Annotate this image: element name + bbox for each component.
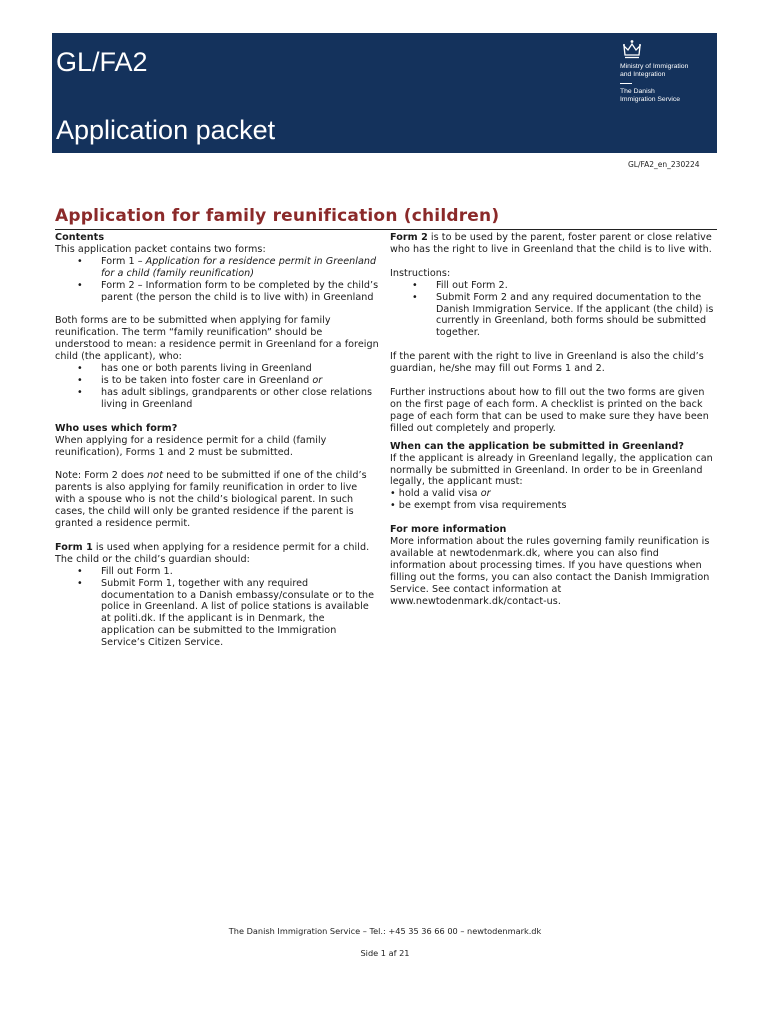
visa-item: [390, 488, 717, 500]
list-item: [55, 256, 380, 280]
list-item: • has adult siblings, grandparents or other close relations living in Greenland: [55, 387, 380, 411]
criteria-list: [55, 363, 380, 411]
list-item: [55, 375, 380, 387]
crit2-text: is to be taken into foster care in Greenland: [101, 374, 313, 386]
list-item: • Submit Form 2 and any required documentation to the Danish Immigration Service. If the applicant (the child) is currently in Greenland, both forms should be submitted together.: [390, 292, 717, 340]
note-not: not: [147, 470, 164, 482]
heading-rule: [55, 229, 717, 230]
forms-list: [55, 256, 380, 304]
note-text: [55, 470, 380, 530]
more-heading: For more information: [390, 524, 507, 536]
note-end: need to be submitted if one of the child’s parents is also applying for family reunification in order to live with a spouse who is not the child’s biological parent. In such cases, the child will only be granted residence if the parent is granted a residence permit.: [55, 470, 367, 530]
form1-label: Form 1: [55, 541, 93, 553]
when-heading: When can the application be submitted in Greenland?: [390, 440, 685, 452]
left-column: [55, 232, 380, 649]
who-heading: Who uses which form?: [55, 422, 178, 434]
footer-contact: The Danish Immigration Service – Tel.: +45 35 36 66 00 – newtodenmark.dk: [228, 926, 542, 936]
note-start: Note: Form 2 does: [55, 470, 148, 482]
visa1-or: or: [480, 488, 491, 500]
logo-line4: Immigration Service: [620, 96, 681, 103]
guardian-text: If the parent with the right to live in Greenland is also the child’s guardian, he/she may fill out Forms 1 and 2.: [390, 351, 704, 375]
packet-title: Application packet: [56, 115, 276, 145]
more-text: More information about the rules governing family reunification is available at newtodenmark.dk, where you can also find information about processing times. If you have questions when filling out the forms, you can also contact the Danish Immigration Service. See contact information at www.newtodenmark.dk/contact-us.: [390, 536, 710, 607]
list-item: • Form 2 – Information form to be completed by the child’s parent (the person the child is to live with) in Greenland: [55, 280, 380, 304]
logo-line3: The Danish: [620, 88, 655, 95]
form2-use: is to be used by the parent, foster parent or close relative who has the right to live in Greenland that the child is to live with.: [390, 232, 712, 255]
page-number: Side 1 af 21: [360, 948, 410, 958]
logo-line1: Ministry of Immigration: [620, 63, 689, 70]
form1-steps: [55, 566, 380, 649]
visa-item: • be exempt from visa requirements: [390, 500, 567, 512]
list-item: • has one or both parents living in Greenland: [55, 363, 380, 375]
list-item: • Fill out Form 2.: [390, 280, 717, 292]
form2-steps: [390, 280, 717, 340]
main-heading: Application for family reunification (children): [55, 206, 500, 226]
form1-title: Application for a residence permit in Greenland for a child (family reunification): [101, 255, 377, 279]
crit2-or: or: [312, 374, 323, 386]
list-item: • Submit Form 1, together with any required documentation to a Danish embassy/consulate or to the police in Greenland. A list of police stations is available at politi.dk. If the applicant is in Denmark, the application can be submitted to the Immigration Service’s Citizen Service.: [55, 578, 380, 649]
header-banner: [52, 33, 717, 153]
reference-code: GL/FA2_en_230224: [628, 160, 700, 169]
form2-label: Form 2: [390, 232, 428, 243]
contents-heading: Contents: [55, 232, 105, 243]
who-text: When applying for a residence permit for a child (family reunification), Forms 1 and 2 must be submitted.: [55, 434, 327, 458]
when-text: If the applicant is already in Greenland legally, the application can normally be submitted in Greenland. In order to be in Greenland legally, the applicant must:: [390, 452, 713, 488]
form1-prefix: Form 1 –: [101, 255, 146, 267]
logo-line2: and Integration: [620, 71, 666, 78]
form-code: GL/FA2: [56, 47, 148, 77]
form1-use-text: [55, 542, 380, 566]
crown-icon: [621, 39, 643, 61]
instructions-label: Instructions:: [390, 267, 451, 279]
visa1-text: • hold a valid visa: [390, 488, 481, 500]
right-column: [390, 232, 717, 607]
logo-divider: [620, 83, 632, 84]
list-item: • Fill out Form 1.: [55, 566, 380, 578]
contents-intro: This application packet contains two forms:: [55, 243, 266, 255]
form1-use: is used when applying for a residence permit for a child. The child or the child’s guardian should:: [55, 541, 370, 565]
ministry-logo: [620, 39, 715, 104]
further-text: Further instructions about how to fill out the two forms are given on the first page of each form. A checklist is printed on the back page of each form that can be used to make sure they have been filled out completely and properly.: [390, 387, 709, 434]
form2-use-text: [390, 232, 717, 256]
both-forms-text: Both forms are to be submitted when applying for family reunification. The term “family reunification” should be understood to mean: a residence permit in Greenland for a foreign child (the applicant), who:: [55, 315, 379, 363]
